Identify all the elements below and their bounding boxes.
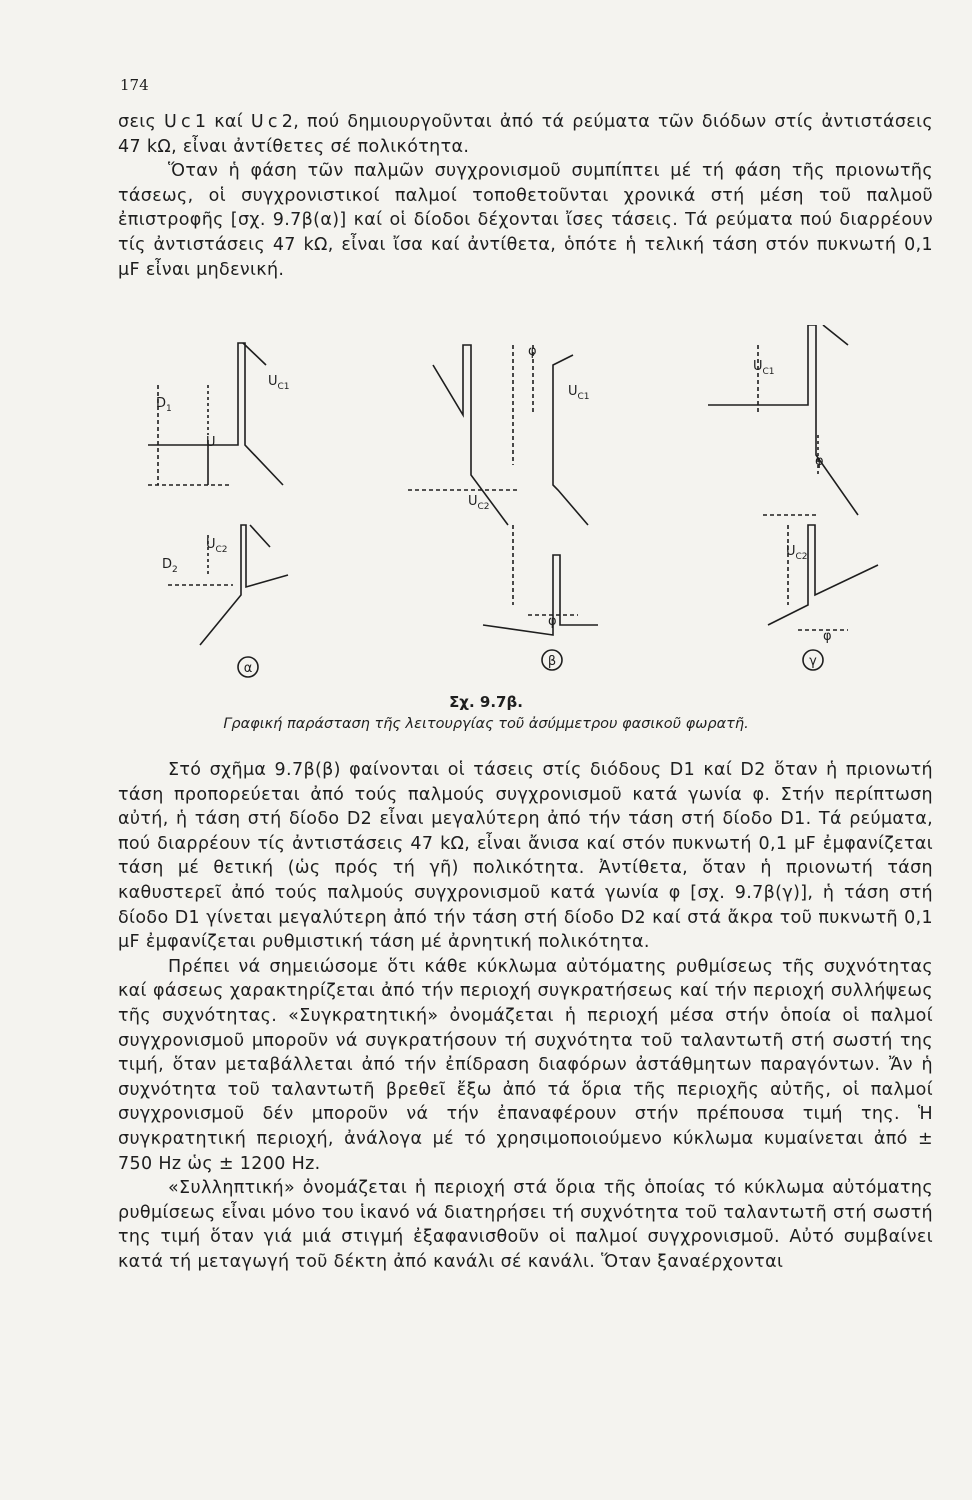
- beta-d2-waveform: [553, 355, 588, 525]
- label-alpha-uc1: $U_{C1}$: [268, 374, 290, 392]
- label-gamma-phi-top: φ: [815, 454, 824, 469]
- label-beta-uc2: $U_{C2}$: [468, 494, 490, 512]
- panel-alpha-waveforms: [148, 343, 288, 645]
- label-gamma-phi-bottom: φ: [823, 629, 832, 644]
- alpha-d1-ramp: [243, 343, 266, 365]
- panel-beta-label: β: [547, 654, 557, 669]
- intro-text: [118, 110, 933, 282]
- label-alpha-u: U: [206, 435, 216, 450]
- body-paragraph-3: «Συλληπτική» ὀνομάζεται ἡ περιοχή στά ὅρια τῆς ὁποίας τό κύκλωμα αὐτόματης ρυθμίσεως εἶναι μόνο του ἱκανό νά διατηρήσει τή συχνότητα τοῦ ταλαντωτῆ στή σωστή της τιμή ὅταν γιά μιά στιγμή ἐξαφανισθοῦν οἱ παλμοί συγχρονισμοῦ. Αὐτό συμβαίνει κατά τή μεταγωγή τοῦ δέκτη ἀπό κανάλι σέ κανάλι. Ὅταν ξαναέρχονται: [118, 1178, 933, 1272]
- label-alpha-uc2: $U_{C2}$: [206, 537, 228, 555]
- waveform-diagram: [118, 325, 933, 685]
- waveform-figure: [118, 325, 933, 685]
- body-paragraph-2: Πρέπει νά σημειώσομε ὅτι κάθε κύκλωμα αὐτόματης ρυθμίσεως τῆς συχνότητας καί φάσεως χαρακτηρίζεται ἀπό τήν περιοχή συγκρατήσεως καί τήν περιοχή συλλήψεως τῆς συχνότητας. «Συγκρατητική» ὀνομάζεται ἡ περιοχή μέσα στήν ὁποία οἱ παλμοί συγχρονισμοῦ μποροῦν νά συγκρατήσουν τή συχνότητα τοῦ ταλαντωτῆ στή σωστή της τιμή, ὅταν μεταβάλλεται ἀπό τήν ἐπίδραση διαφόρων ἀστάθμητων παραγόντων. Ἄν ἡ συχνότητα τοῦ ταλαντωτῆ βρεθεῖ ἔξω ἀπό τά ὅρια τῆς περιοχῆς αὐτῆς, οἱ παλμοί συγχρονισμοῦ δέν μποροῦν νά τήν ἐπαναφέρουν στήν πρέπουσα τιμή της. Ἡ συγκρατητική περιοχή, ἀνάλογα μέ τό χρησιμοποιούμενο κύκλωμα κυμαίνεται ἀπό ± 750 Hz ὡς ± 1200 Hz.: [118, 956, 933, 1174]
- label-gamma-uc1: $U_{C1}$: [753, 359, 775, 377]
- label-beta-phi-top: φ: [528, 344, 537, 359]
- gamma-d2-waveform: [768, 525, 878, 625]
- body-paragraph-1: Στό σχῆμα 9.7β(β) φαίνονται οἱ τάσεις στίς διόδους D1 καί D2 ὅταν ἡ πριονωτή τάση προπορεύεται ἀπό τούς παλμούς συγχρονισμοῦ κατά γωνία φ. Στήν περίπτωση αὐτή, ἡ τάση στή δίοδο D2 εἶναι μεγαλύτερη ἀπό τήν τάση στή δίοδο D1. Τά ρεύματα, πού διαρρέουν τίς ἀντιστάσεις 47 kΩ, εἶναι ἄνισα καί στόν πυκνωτή 0,1 μF ἐμφανίζεται τάση μέ θετική (ὡς πρός τή γῆ) πολικότητα. Ἀντίθετα, ὅταν ἡ πριονωτή τάση καθυστερεῖ ἀπό τούς παλμούς συγχρονισμοῦ κατά γωνία φ [σχ. 9.7β(γ)], ἡ τάση στή δίοδο D1 γίνεται μεγαλύτερη ἀπό τήν τάση στή δίοδο D2 καί στά ἄκρα τοῦ πυκνωτῆ 0,1 μF ἐμφανίζεται ρυθμιστική τάση μέ ἀρνητική πολικότητα.: [118, 760, 933, 953]
- label-d2: $D_2$: [162, 557, 178, 575]
- alpha-d1-waveform: [148, 343, 283, 485]
- beta-d2-lower: [483, 555, 598, 635]
- page-number: 174: [120, 76, 149, 94]
- label-gamma-uc2: $U_{C2}$: [786, 544, 808, 562]
- figure-caption-text: Γραφική παράσταση τῆς λειτουργίας τοῦ ἀσύμμετρου φασικοῦ φωρατῆ.: [223, 716, 749, 732]
- figure-caption-number: Σχ. 9.7β.: [449, 693, 523, 711]
- gamma-d1-waveform: [708, 325, 858, 515]
- label-beta-phi-bottom: φ: [548, 614, 557, 629]
- label-d1: $D_1$: [156, 396, 172, 414]
- gamma-d1-ramp: [823, 325, 848, 345]
- label-beta-uc1: $U_{C1}$: [568, 384, 590, 402]
- intro-paragraph-2: Ὅταν ἡ φάση τῶν παλμῶν συγχρονισμοῦ συμπίπτει μέ τή φάση τῆς πριονωτῆς τάσεως, οἱ συγχρονιστικοί παλμοί τοποθετοῦνται χρονικά στή μέση τοῦ παλμοῦ ἐπιστροφῆς [σχ. 9.7β(α)] καί οἱ δίοδοι δέχονται ἴσες τάσεις. Τά ρεύματα πού διαρρέουν τίς ἀντιστάσεις 47 kΩ, εἶναι ἴσα καί ἀντίθετα, ὁπότε ἡ τελική τάση στόν πυκνωτή 0,1 μF εἶναι μηδενική.: [118, 161, 933, 280]
- panel-alpha-label: α: [243, 661, 253, 676]
- panel-gamma-waveforms: [708, 325, 878, 630]
- intro-paragraph-1: σεις U c 1 καί U c 2, πού δημιουργοῦνται ἀπό τά ρεύματα τῶν διόδων στίς ἀντιστάσεις 47 kΩ, εἶναι ἀντίθετες σέ πολικότητα.: [118, 112, 933, 157]
- alpha-d2-ramp: [250, 525, 270, 547]
- body-text: [118, 758, 933, 1274]
- panel-gamma-label: γ: [809, 654, 817, 669]
